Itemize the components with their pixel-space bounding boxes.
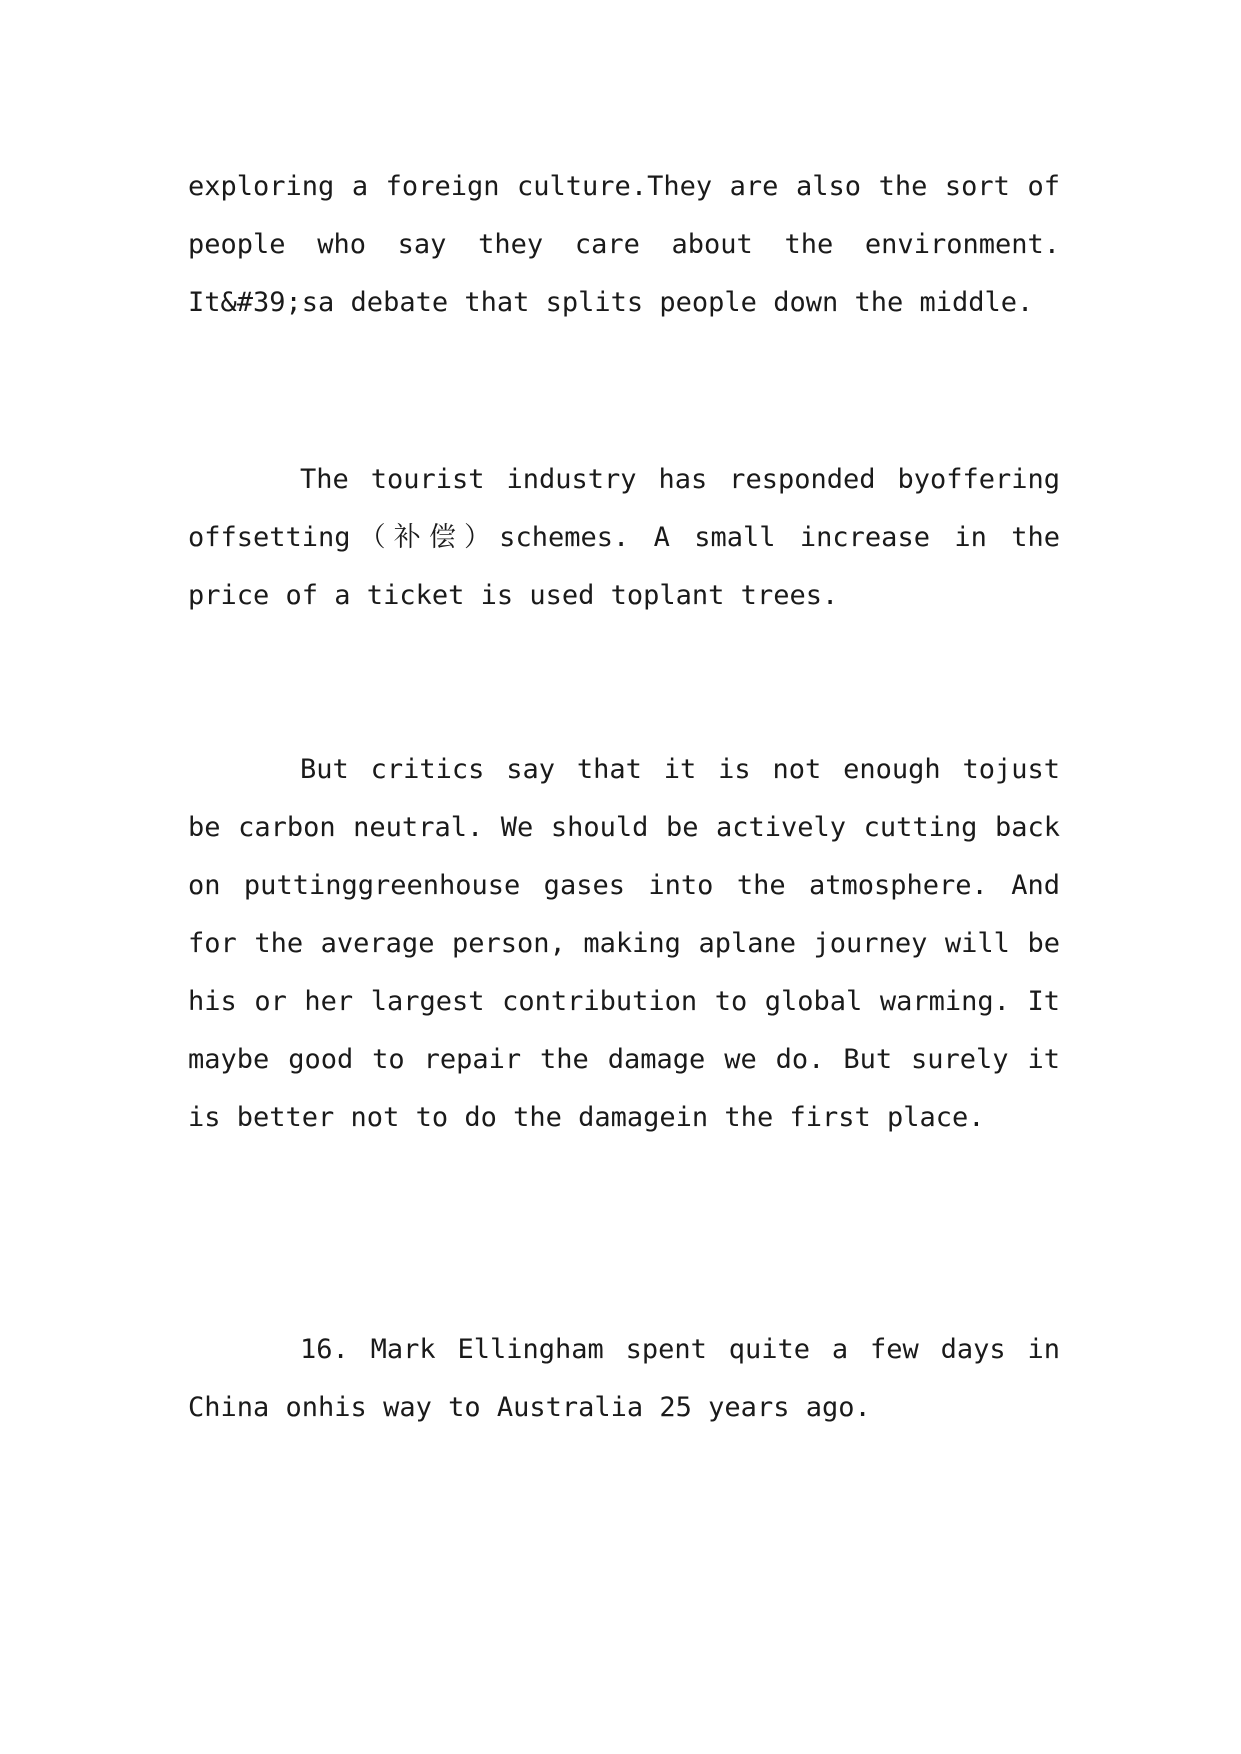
paragraph-critics: But critics say that it is not enough tojust be carbon neutral. We should be actively cutting back on puttinggreenhouse gases into the atmosphere. And for the average person, making aplane journey will be his or her largest contribution to global warming. It maybe good to repair the damage we do. But surely it is better not to do the damagein the first place. (188, 754, 1060, 1133)
question-16: 16. Mark Ellingham spent quite a few days in China onhis way to Australia 25 years ago. (188, 1334, 1060, 1423)
paragraph-continuation: exploring a foreign culture.They are also the sort of people who say they care about the environment. It&#39;sa debate that splits people down the middle. (188, 171, 1060, 318)
paragraph-offsetting-schemes: The tourist industry has responded byoffering offsetting（补偿）schemes. A small increase in the price of a ticket is used toplant trees. (188, 464, 1060, 611)
